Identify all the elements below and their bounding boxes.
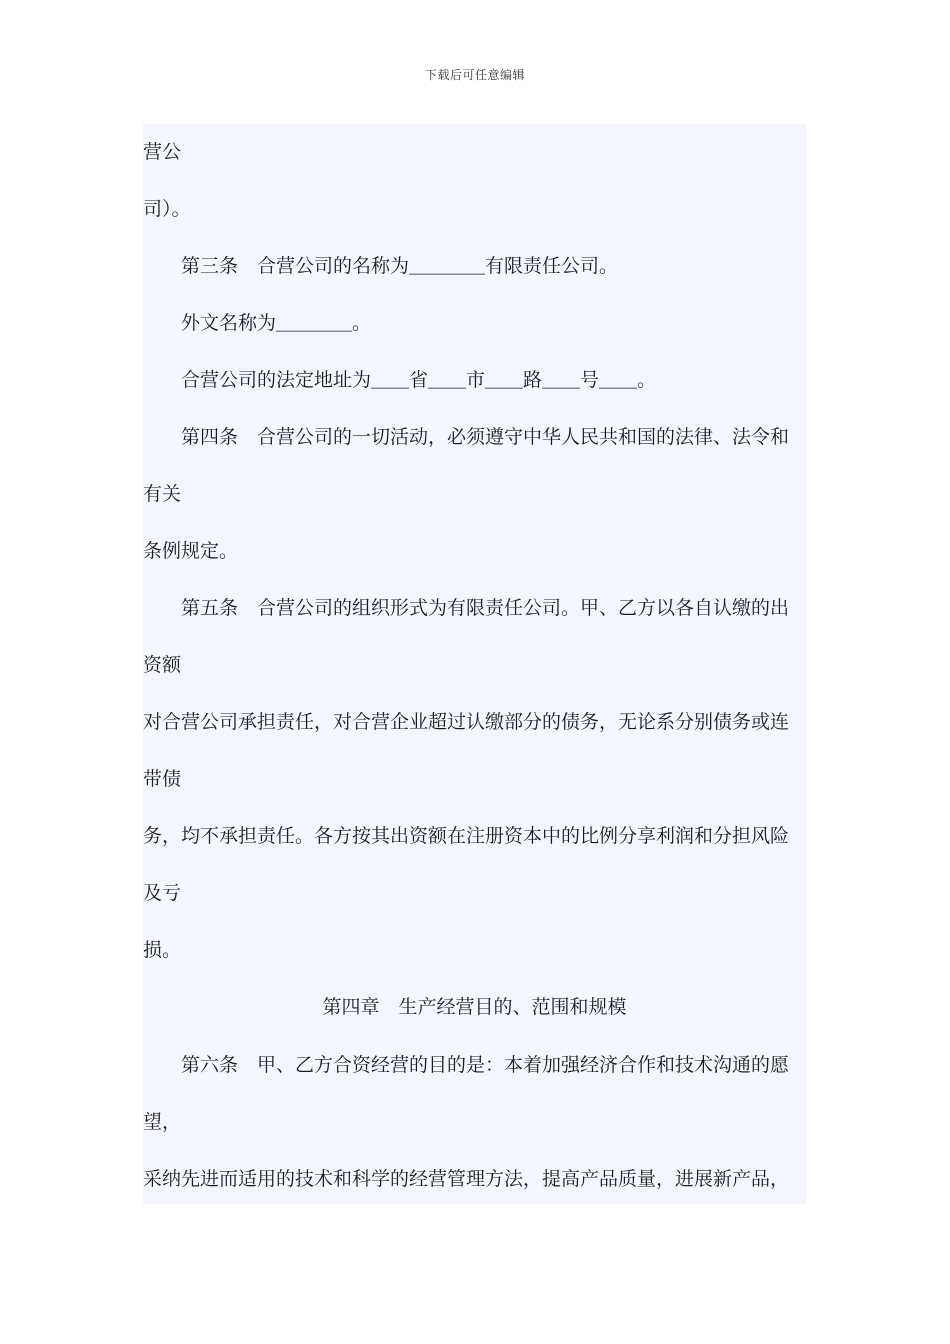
chapter-heading: 第四章 生产经营目的、范围和规模 — [322, 996, 627, 1018]
article-4: 第四条 合营公司的一切活动，必须遵守中华人民共和国的法律、法令和 — [181, 426, 790, 448]
article-3: 第三条 合营公司的名称为＿＿＿＿有限责任公司。 — [181, 255, 619, 277]
text-line: 望， — [143, 1111, 182, 1133]
text-line: 带债 — [143, 768, 182, 790]
text-line: 条例规定。 — [143, 540, 239, 562]
page-header: 下载后可任意编辑 — [424, 68, 525, 82]
text-line: 损。 — [143, 939, 182, 961]
text-line: 对合营公司承担责任，对合营企业超过认缴部分的债务，无论系分别债务或连 — [143, 711, 790, 733]
document-body — [143, 124, 806, 1204]
article-5: 第五条 合营公司的组织形式为有限责任公司。甲、乙方以各自认缴的出 — [181, 597, 790, 619]
text-line: 务，均不承担责任。各方按其出资额在注册资本中的比例分享利润和分担风险 — [143, 825, 790, 847]
text-line: 司）。 — [143, 198, 191, 220]
text-line: 外文名称为＿＿＿＿。 — [181, 312, 372, 334]
text-line: 资额 — [143, 654, 182, 676]
text-line: 采纳先进而适用的技术和科学的经营管理方法，提高产品质量，进展新产品， — [143, 1168, 790, 1190]
article-6: 第六条 甲、乙方合资经营的目的是：本着加强经济合作和技术沟通的愿 — [181, 1054, 790, 1076]
text-line: 有关 — [143, 483, 182, 505]
text-line: 营公 — [143, 141, 182, 163]
text-line: 合营公司的法定地址为＿＿省＿＿市＿＿路＿＿号＿＿。 — [181, 369, 657, 391]
text-line: 及亏 — [143, 882, 182, 904]
